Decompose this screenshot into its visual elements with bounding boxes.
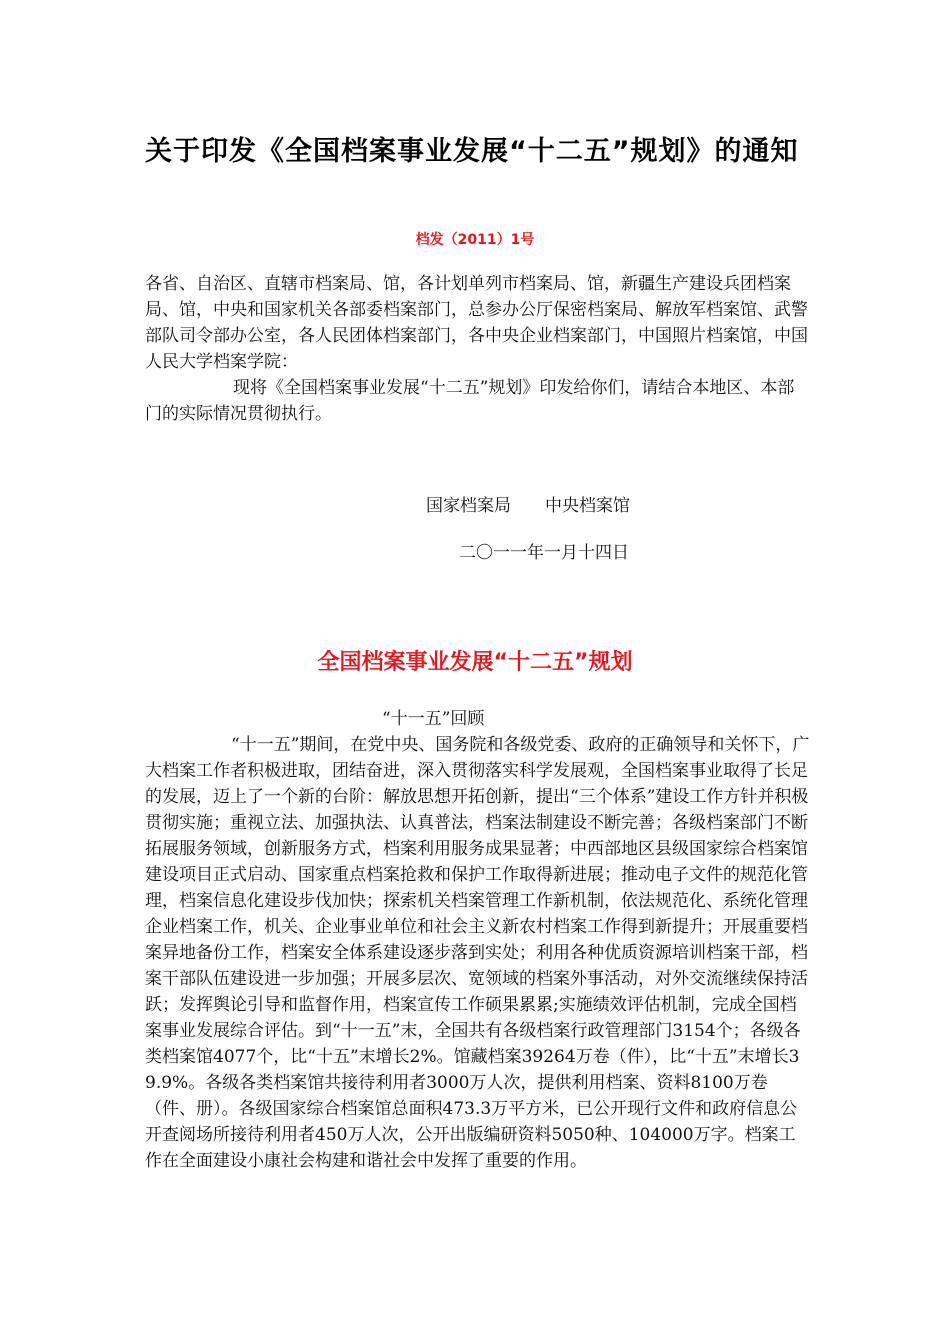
plan-title: 全国档案事业发展“十二五”规划 — [317, 650, 633, 675]
notice-title: 关于印发《全国档案事业发展“十二五”规划》的通知 — [145, 136, 799, 167]
issue-date: 二〇一一年一月十四日 — [459, 543, 629, 563]
section-heading: “十一五”回顾 — [382, 709, 485, 729]
addressees-paragraph: 各省、自治区、直辖市档案局、馆，各计划单列市档案局、馆，新疆生产建设兵团档案局、馆，中央和国家机关各部委档案部门，总参办公厅保密档案局、解放军档案馆、武警部队司令部办公室，各人民团体档案部门，各中央企业档案部门，中国照片档案馆，中国人民大学档案学院： — [145, 274, 808, 372]
document-number: 档发（2011）1号 — [415, 232, 535, 248]
notice-body-paragraph: 现将《全国档案事业发展“十二五”规划》印发给你们，请结合本地区、本部门的实际情况贯彻执行。 — [145, 378, 795, 424]
issuer-signature: 国家档案局 中央档案馆 — [426, 496, 630, 516]
review-paragraph: “十一五”期间，在党中央、国务院和各级党委、政府的正确领导和关怀下，广大档案工作者积极进取，团结奋进，深入贯彻落实科学发展观，全国档案事业取得了长足的发展，迈上了一个新的台阶：解放思想开拓创新，提出“三个体系”建设工作方针并积极贯彻实施；重视立法、加强执法、认真普法，档案法制建设不断完善；各级档案部门不断拓展服务领域，创新服务方式，档案利用服务成果显著；中西部地区县级国家综合档案馆建设项目正式启动、国家重点档案抢救和保护工作取得新进展；推动电子文件的规范化管理，档案信息化建设步伐加快；探索机关档案管理工作新机制，依法规范化、系统化管理企业档案工作，机关、企业事业单位和社会主义新农村档案工作得到新提升；开展重要档案异地备份工作，档案安全体系建设逐步落到实处；利用各种优质资源培训档案干部，档案干部队伍建设进一步加强；开展多层次、宽领域的档案外事活动，对外交流继续保持活跃；发挥舆论引导和监督作用，档案宣传工作硕果累累;实施绩效评估机制，完成全国档案事业发展综合评估。到“十一五”末，全国共有各级档案行政管理部门3154个；各级各类档案馆4077个，比“十五”末增长2%。馆藏档案39264万卷（件），比“十五”末增长39.9%。各级各类档案馆共接待利用者3000万人次，提供利用档案、资料8100万卷（件、册）。各级国家综合档案馆总面积473.3万平方米，已公开现行文件和政府信息公开查阅场所接待利用者450万人次，公开出版编研资料5050种、104000万字。档案工作在全面建设小康社会构建和谐社会中发挥了重要的作用。 — [145, 735, 810, 1171]
